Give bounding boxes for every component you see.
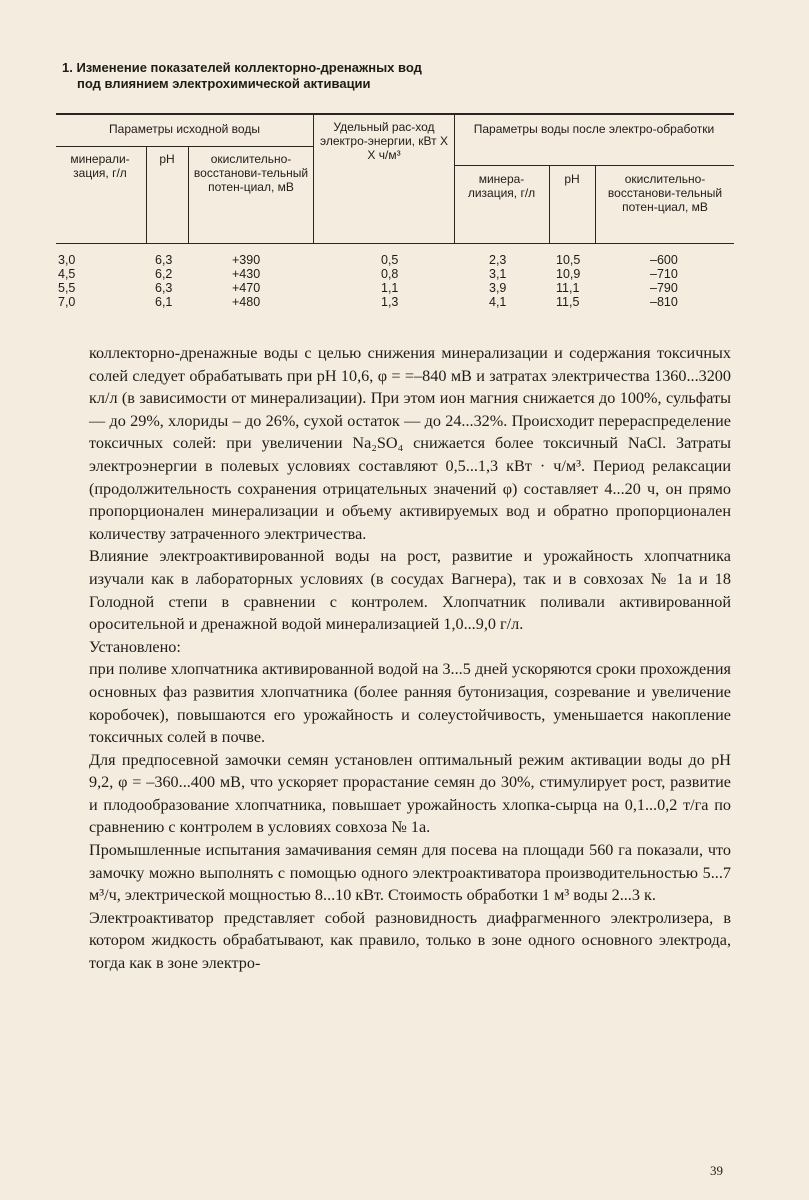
cell-orp-after: –710 <box>650 267 678 281</box>
caption-line-1: 1. Изменение показателей коллекторно-дренажных вод <box>62 60 422 75</box>
cell-ph-after: 11,5 <box>556 295 580 309</box>
table-top-rule <box>56 113 734 115</box>
page-number: 39 <box>710 1163 723 1178</box>
header-energy: Удельный рас-ход электро-энергии, кВт X X ч/м³ <box>320 120 448 162</box>
cell-orp-after: –810 <box>650 295 678 309</box>
table-caption <box>62 60 582 92</box>
cell-ph: 6,3 <box>155 253 173 267</box>
data-table <box>56 113 734 323</box>
header-source-group: Параметры исходной воды <box>109 122 260 136</box>
cell-orp: +390 <box>232 253 261 267</box>
paragraph-7: Электроактиватор представляет собой разновидность диафрагменного электролизера, в котором жидкость обрабатывают, как правило, только в зоне одного основного электрода, тогда как в зоне электро- <box>89 908 731 973</box>
cell-energy: 1,3 <box>381 295 399 309</box>
cell-min-after: 3,9 <box>489 281 507 295</box>
paragraph-4: при поливе хлопчатника активированной водой на 3...5 дней ускоряются сроки прохождения основных фаз развития хлопчатника (более ранняя бутонизация, созревание и увеличение коробочек), повышаются его урожайность и солеустойчивость, уменьшается накопление токсичных солей в почве. <box>89 660 731 747</box>
cell-orp: +470 <box>232 281 261 295</box>
cell-orp: +480 <box>232 295 261 309</box>
cell-energy: 0,8 <box>381 267 399 281</box>
table-header-rule <box>56 243 734 244</box>
paragraph-5: Для предпосевной замочки семян установлен оптимальный режим активации воды до pH 9,2, φ = –360...400 мВ, что ускоряет прорастание семян до 30%, стимулирует рост, развитие и плодообразование хлопчатника, повышает урожайность хлопка-сырца на 0,1...0,2 т/га по сравнению с контролем в условиях совхоза № 1а. <box>89 750 731 837</box>
cell-orp-after: –790 <box>650 281 678 295</box>
cell-orp: +430 <box>232 267 261 281</box>
divider-v3 <box>146 146 147 243</box>
cell-ph-after: 11,1 <box>556 281 580 295</box>
cell-min-after: 3,1 <box>489 267 507 281</box>
header-ph: pH <box>159 152 175 166</box>
cell-ph-after: 10,5 <box>556 253 581 267</box>
cell-min: 3,0 <box>58 253 76 267</box>
cell-ph: 6,1 <box>155 295 173 309</box>
source-subheader-rule <box>56 146 313 147</box>
paragraph-6: Промышленные испытания замачивания семян для посева на площади 560 га показали, что замочку можно выполнять с помощью одного электроактиватора производительностью 5...7 м³/ч, электрической мощностью 8...10 кВт. Стоимость обработки 1 м³ воды 2...3 к. <box>89 841 731 905</box>
header-orp-after: окислительно-восстанови-тельный потен-циал, мВ <box>607 172 723 214</box>
divider-v2 <box>454 113 455 243</box>
cell-ph: 6,2 <box>155 267 173 281</box>
cell-energy: 1,1 <box>381 281 399 295</box>
cell-min-after: 2,3 <box>489 253 507 267</box>
cell-ph-after: 10,9 <box>556 267 581 281</box>
after-subheader-rule <box>454 165 734 166</box>
cell-orp-after: –600 <box>650 253 678 267</box>
header-after-group: Параметры воды после электро-обработки <box>473 122 715 136</box>
caption-line-2: под влиянием электрохимической активации <box>77 76 371 91</box>
divider-v5 <box>549 165 550 243</box>
header-mineralization: минерали-зация, г/л <box>70 152 130 180</box>
cell-ph: 6,3 <box>155 281 173 295</box>
header-mineralization-after: минера-лизация, г/л <box>467 172 536 200</box>
header-orp: окислительно-восстанови-тельный потен-циал, мВ <box>193 152 309 194</box>
paragraph-1: коллекторно-дренажные воды с целью снижения минерализации и содержания токсичных солей следует обрабатывать при pH 10,6, φ = =–840 мВ и затратах электричества 1360...3200 кл/л (в зависимости от минерализации). При этом ион магния снижается до 100%, сульфаты — до 29%, хлориды – до 26%, сухой остаток — до 24...32%. Происходит перераспределение токсичных солей: при увеличении Na₂SO₄ снижается более токсичный NaCl. Затраты электроэнергии в полевых условиях составляют 0,5...1,3 кВт · ч/м³. Период релаксации (продолжительность сохранения отрицательных значений φ) составляет 4...20 ч, он прямо пропорционален минерализации и объему активируемых вод и обратно пропорционален количеству затраченного электричества. <box>89 344 731 543</box>
cell-min: 5,5 <box>58 281 76 295</box>
divider-v1 <box>313 113 314 243</box>
divider-v6 <box>595 165 596 243</box>
cell-energy: 0,5 <box>381 253 399 267</box>
paragraph-2: Влияние электроактивированной воды на рост, развитие и урожайность хлопчатника изучали как в лабораторных условиях (в сосудах Вагнера), так и в совхозах № 1а и 18 Голодной степи в сравнении с контролем. Хлопчатник поливали активированной оросительной и дренажной водой минерализацией 1,0...9,0 г/л. <box>89 547 731 634</box>
body-text <box>89 342 731 975</box>
cell-min-after: 4,1 <box>489 295 507 309</box>
divider-v4 <box>188 146 189 243</box>
header-ph-after: pH <box>564 172 580 186</box>
cell-min: 7,0 <box>58 295 76 309</box>
paragraph-3: Установлено: <box>89 637 181 656</box>
cell-min: 4,5 <box>58 267 76 281</box>
